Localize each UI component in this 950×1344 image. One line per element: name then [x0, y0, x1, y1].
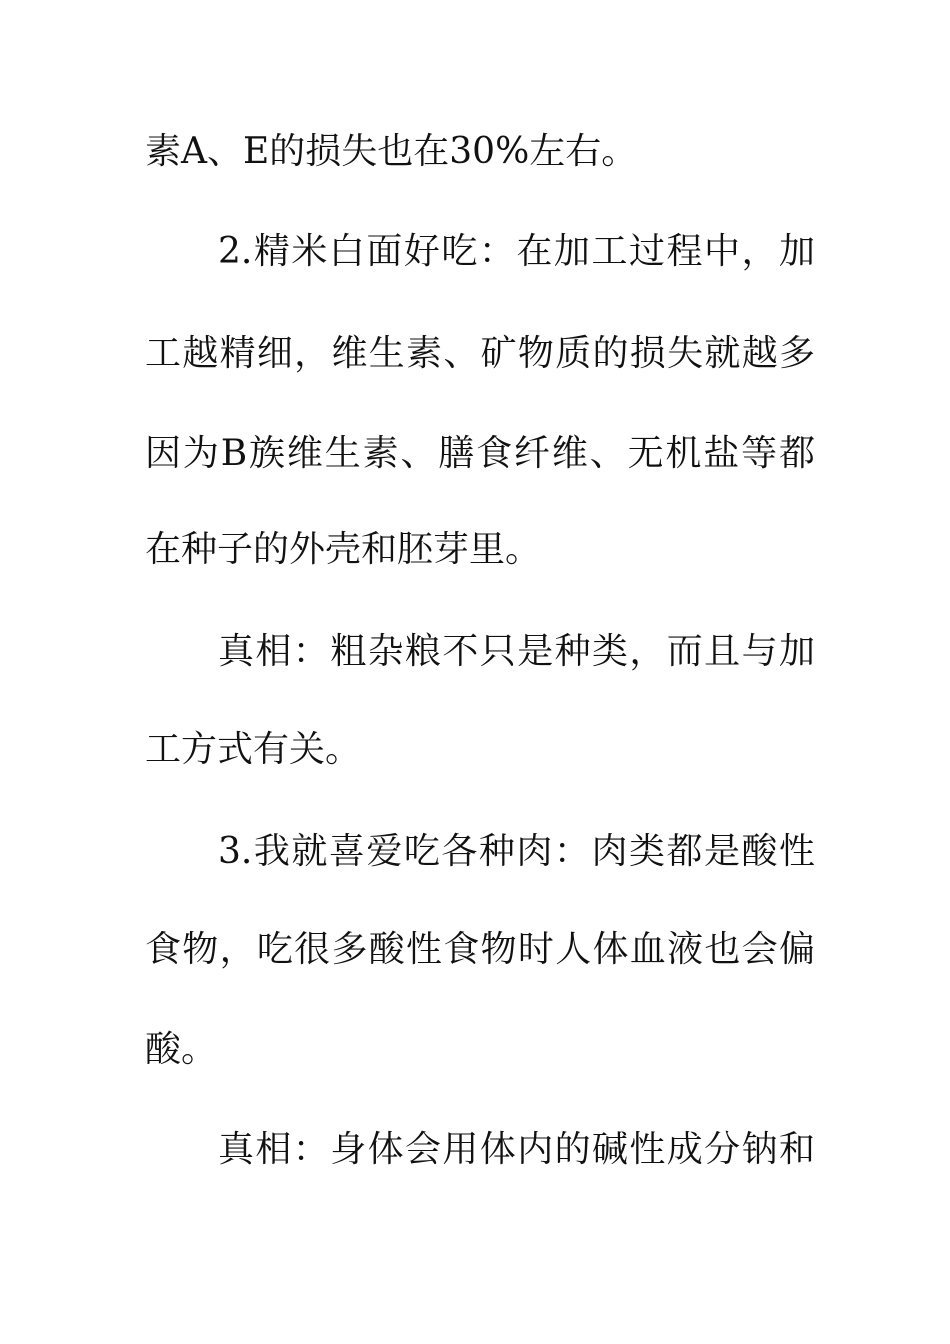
text-line-11: 真相：身体会用体内的碱性成分钠和 — [218, 1129, 815, 1170]
text-line-1: 素A、E的损失也在30%左右。 — [145, 131, 638, 172]
text-line-2: 2.精米白面好吃：在加工过程中，加 — [218, 231, 815, 272]
text-line-7: 工方式有关。 — [145, 729, 362, 770]
text-line-8: 3.我就喜爱吃各种肉：肉类都是酸性 — [218, 831, 815, 872]
text-line-3: 工越精细，维生素、矿物质的损失就越多 — [145, 333, 815, 374]
text-line-6: 真相：粗杂粮不只是种类，而且与加 — [218, 631, 815, 672]
text-line-9: 食物，吃很多酸性食物时人体血液也会偏 — [145, 929, 815, 970]
text-line-5: 在种子的外壳和胚芽里。 — [145, 529, 542, 570]
text-line-4: 因为B族维生素、膳食纤维、无机盐等都 — [145, 433, 815, 474]
text-line-10: 酸。 — [145, 1029, 218, 1070]
